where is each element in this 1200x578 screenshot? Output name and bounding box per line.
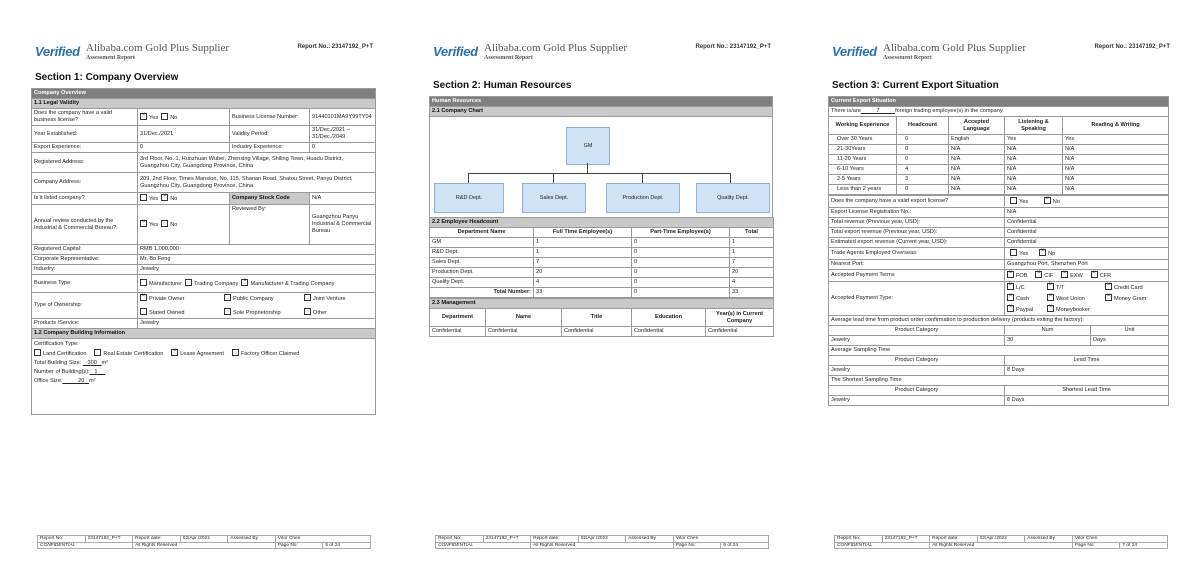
table-cell: 7 bbox=[730, 258, 774, 268]
company-overview-table bbox=[31, 88, 376, 415]
checkbox-icon bbox=[140, 113, 147, 120]
table-row bbox=[829, 175, 1169, 185]
table-cell: N/A bbox=[949, 175, 1005, 185]
table-cell: 1 bbox=[730, 238, 774, 248]
checkbox-icon bbox=[1010, 249, 1017, 256]
table-cell: N/A bbox=[949, 145, 1005, 155]
annual-review-label: Annual review conducted by the Industrial & Commercial Bureau? bbox=[32, 205, 138, 245]
section-title: Section 3: Current Export Situation bbox=[832, 80, 999, 91]
table-row bbox=[829, 165, 1169, 175]
stock-code-label: Company Stock Code bbox=[230, 193, 310, 205]
table-cell: 20 bbox=[730, 268, 774, 278]
table-cell: Jewelry bbox=[829, 336, 1005, 346]
checkbox-icon bbox=[224, 308, 231, 315]
table-row bbox=[829, 185, 1169, 195]
column-header: Year(s) in Current Company bbox=[706, 309, 774, 327]
export-revenue-label: Total export revenue (Previous year, USD): bbox=[829, 228, 1005, 238]
capital-value: RMB 1,000,000 bbox=[138, 245, 376, 255]
column-header: Part-Time Employee(s) bbox=[632, 228, 730, 238]
table-cell: Jewelry bbox=[829, 366, 1005, 376]
table-bar: Company Overview bbox=[32, 89, 376, 99]
column-header: Working Experience bbox=[829, 117, 897, 135]
page-number: 7 of 24 bbox=[1120, 542, 1168, 549]
org-node-sales: Sales Dept. bbox=[522, 183, 586, 213]
validity-value: 31/Dec./2021 – 31/Dec./2049 bbox=[310, 126, 376, 143]
foreign-employees-line: There is/are 7 foreign trading employee(s) in the company. bbox=[829, 107, 1169, 117]
valid-license-checkboxes[interactable]: × Yes No bbox=[138, 109, 230, 126]
column-header: Lead Time bbox=[1005, 356, 1169, 366]
table-cell: 0 bbox=[632, 238, 730, 248]
payment-terms-label: Accepted Payment Terms bbox=[829, 270, 1005, 282]
table-row bbox=[829, 145, 1169, 155]
table-cell: Yes bbox=[1063, 135, 1169, 145]
valid-license-label: Does the company have a valid business license? bbox=[32, 109, 138, 126]
column-header: Listening & Speaking bbox=[1005, 117, 1063, 135]
hr-header-table bbox=[429, 96, 773, 117]
avg-sampling-label: Average Sampling Time bbox=[829, 346, 1169, 356]
export-license-label: Does the company have a valid export license? bbox=[829, 196, 1005, 208]
report-page-6 bbox=[429, 34, 775, 548]
checkbox-icon bbox=[1047, 294, 1054, 301]
table-bar: Current Export Situation bbox=[829, 97, 1169, 107]
ownership-options[interactable]: ×Private Owner Public Company Joint Venture Stated Owned Sole Proprietorship Other bbox=[138, 293, 376, 319]
org-node-production: Production Dept. bbox=[606, 183, 680, 213]
table-cell: Yes bbox=[1005, 135, 1063, 145]
checkbox-icon bbox=[224, 294, 231, 301]
shortest-sampling-label: The Shortest Sampling Time bbox=[829, 376, 1169, 386]
export-revenue-value: Confidential bbox=[1005, 228, 1169, 238]
table-cell: 2-5 Years bbox=[829, 175, 897, 185]
registered-address-label: Registered Address: bbox=[32, 153, 138, 173]
table-cell: Over 30 Years bbox=[829, 135, 897, 145]
table-cell: 20 bbox=[534, 268, 632, 278]
column-header: Total bbox=[730, 228, 774, 238]
table-cell: 8 Days bbox=[1005, 396, 1169, 406]
table-row bbox=[430, 278, 774, 288]
checkbox-icon bbox=[1007, 271, 1014, 278]
license-number-value: 91440101MA9Y99TY04 bbox=[310, 109, 376, 126]
checkbox-icon bbox=[1035, 271, 1042, 278]
table-cell: N/A bbox=[1005, 145, 1063, 155]
table-cell: Less than 2 years bbox=[829, 185, 897, 195]
page-number: 6 of 24 bbox=[721, 542, 769, 549]
nearest-port-value: Guangzhou Port, Shenzhen Port bbox=[1005, 260, 1169, 270]
verified-logo: Verified bbox=[433, 44, 478, 59]
business-type-label: Business Type: bbox=[32, 275, 138, 293]
table-cell: 0 bbox=[897, 145, 949, 155]
total-full: 33 bbox=[534, 288, 632, 298]
table-cell: Confidential bbox=[430, 327, 486, 337]
section-title: Section 2: Human Resources bbox=[433, 80, 572, 91]
export-experience-label: Export Experience: bbox=[32, 143, 138, 153]
year-established-value: 31/Dec./2021 bbox=[138, 126, 230, 143]
column-header: Education bbox=[632, 309, 706, 327]
building-info: Certification Type: Land Certification Real Estate Certification × Lease Agreement Factory Officer Claimed Total Building Size: 300 m² Number of Building(s): 1 Office Size: 20 m² bbox=[32, 339, 376, 415]
listed-checkboxes[interactable]: Yes × No bbox=[138, 193, 230, 205]
table-cell: Confidential bbox=[562, 327, 632, 337]
checkbox-icon bbox=[140, 194, 147, 201]
checkbox-icon bbox=[161, 194, 168, 201]
trade-agents-label: Trade Agents Employed Overseas: bbox=[829, 248, 1005, 260]
table-cell: 3 bbox=[897, 175, 949, 185]
column-header: Name bbox=[486, 309, 562, 327]
table-cell: 1 bbox=[534, 248, 632, 258]
checkbox-icon bbox=[171, 349, 178, 356]
column-header: Num bbox=[1005, 326, 1091, 336]
table-cell: 21-30Years bbox=[829, 145, 897, 155]
total-all: 33 bbox=[730, 288, 774, 298]
column-header: Headcount bbox=[897, 117, 949, 135]
products-label: Products /Service: bbox=[32, 319, 138, 329]
column-header: Accepted Language bbox=[949, 117, 1005, 135]
checkbox-icon bbox=[1105, 283, 1112, 290]
table-row bbox=[829, 135, 1169, 145]
payment-terms-options[interactable]: × FOB × CIF × EXW × CFR bbox=[1005, 270, 1169, 282]
table-cell: 1 bbox=[534, 238, 632, 248]
listed-label: Is it listed company? bbox=[32, 193, 138, 205]
checkbox-icon bbox=[1007, 283, 1014, 290]
subsection-header: 2.1 Company Chart bbox=[430, 107, 773, 117]
table-row bbox=[829, 155, 1169, 165]
checkbox-icon bbox=[185, 279, 192, 286]
table-cell: R&D Dept. bbox=[430, 248, 534, 258]
report-page-5 bbox=[31, 34, 377, 548]
column-header: Product Category bbox=[829, 356, 1005, 366]
management-table bbox=[429, 298, 774, 337]
verified-logo: Verified bbox=[832, 44, 877, 59]
total-part: 0 bbox=[632, 288, 730, 298]
industry-experience-label: Industry Experience: bbox=[230, 143, 310, 153]
column-header: Department bbox=[430, 309, 486, 327]
org-chart bbox=[429, 117, 773, 217]
table-cell: GM bbox=[430, 238, 534, 248]
table-cell: N/A bbox=[1005, 175, 1063, 185]
table-cell: Confidential bbox=[486, 327, 562, 337]
table-cell: N/A bbox=[949, 185, 1005, 195]
table-cell: 4 bbox=[897, 165, 949, 175]
table-cell: 7 bbox=[534, 258, 632, 268]
industry-experience-value: 0 bbox=[310, 143, 376, 153]
table-cell: N/A bbox=[949, 165, 1005, 175]
table-cell: Production Dept. bbox=[430, 268, 534, 278]
report-number: Report No.: 23147192_P+T bbox=[297, 44, 373, 50]
column-header: Unit bbox=[1091, 326, 1169, 336]
table-cell: N/A bbox=[1005, 165, 1063, 175]
company-address-label: Company Address: bbox=[32, 173, 138, 193]
stock-code-value: N/A bbox=[310, 193, 376, 205]
org-node-gm: GM bbox=[566, 127, 610, 165]
checkbox-icon bbox=[1044, 197, 1051, 204]
checkbox-icon bbox=[1039, 249, 1046, 256]
table-cell: N/A bbox=[1005, 185, 1063, 195]
checkbox-icon bbox=[304, 308, 311, 315]
checkbox-icon bbox=[304, 294, 311, 301]
column-header: Title bbox=[562, 309, 632, 327]
table-row bbox=[430, 268, 774, 278]
checkbox-icon bbox=[1105, 294, 1112, 301]
table-cell: N/A bbox=[1063, 185, 1169, 195]
checkbox-icon bbox=[140, 308, 147, 315]
column-header: Product Category bbox=[829, 386, 1005, 396]
nearest-port-label: Nearest Port: bbox=[829, 260, 1005, 270]
ownership-label: Type of Ownership: bbox=[32, 293, 138, 319]
section-title: Section 1: Company Overview bbox=[35, 72, 179, 83]
table-cell: Days bbox=[1091, 336, 1169, 346]
page-number: 5 of 24 bbox=[323, 542, 371, 549]
table-cell: 0 bbox=[897, 185, 949, 195]
table-cell: N/A bbox=[949, 155, 1005, 165]
year-established-label: Year Established: bbox=[32, 126, 138, 143]
checkbox-icon bbox=[140, 294, 147, 301]
checkbox-icon bbox=[232, 349, 239, 356]
reviewed-by-value: Guangzhou Panyu Industrial & Commercial Bureau bbox=[310, 205, 376, 245]
headcount-table bbox=[429, 217, 774, 298]
report-number: Report No.: 23147192_P+T bbox=[695, 44, 771, 50]
brand-name: Alibaba.com Gold Plus Supplier Assessment Report bbox=[86, 42, 229, 61]
total-label: Total Number: bbox=[430, 288, 534, 298]
table-cell: N/A bbox=[1005, 155, 1063, 165]
table-cell: 4 bbox=[730, 278, 774, 288]
revenue-label: Total revenue (Previous year, USD): bbox=[829, 218, 1005, 228]
page-footer: Report No: 23147192_P+T Report date: 02/Apr./2022 Assessed By Vitor Chen CONFIDENTIAL All Rights Reserved Page No: 5 of 24 bbox=[37, 535, 371, 548]
representative-value: Mr. Bo Feng bbox=[138, 255, 376, 265]
subsection-header: 1.2 Company Building Information bbox=[32, 329, 376, 339]
table-cell: Confidential bbox=[706, 327, 774, 337]
subsection-header: 1.1 Legal Validity bbox=[32, 99, 376, 109]
table-cell: 11-20 Years bbox=[829, 155, 897, 165]
table-cell: 1 bbox=[730, 248, 774, 258]
payment-type-label: Accepted Payment Type: bbox=[829, 282, 1005, 316]
export-license-checkboxes[interactable]: Yes × No bbox=[1005, 196, 1169, 208]
registered-address-value: 3rd Floor, No. 1, Huozhuan Wubei, Zhenxing Village, Shiling Town, Huadu District, Guangzhou City, Guangdong Province, China bbox=[138, 153, 376, 173]
export-details-table bbox=[828, 195, 1169, 406]
table-row bbox=[430, 258, 774, 268]
revenue-value: Confidential bbox=[1005, 218, 1169, 228]
table-cell: 0 bbox=[897, 155, 949, 165]
registration-value: N/A bbox=[1005, 208, 1169, 218]
annual-review-checkboxes[interactable]: × Yes No bbox=[138, 205, 230, 245]
checkbox-icon bbox=[34, 349, 41, 356]
representative-label: Corporate Representative: bbox=[32, 255, 138, 265]
table-cell: 4 bbox=[534, 278, 632, 288]
column-header: Shortest Lead Time bbox=[1005, 386, 1169, 396]
page-header bbox=[429, 34, 775, 68]
table-cell: Quality Dept. bbox=[430, 278, 534, 288]
table-row bbox=[430, 248, 774, 258]
report-number: Report No.: 23147192_P+T bbox=[1094, 44, 1170, 50]
table-cell: 0 bbox=[632, 258, 730, 268]
trade-agents-checkboxes[interactable]: Yes × No bbox=[1005, 248, 1169, 260]
table-cell: Jewelry bbox=[829, 396, 1005, 406]
company-address-value: 209, 2nd Floor, Times Mansion, No. 115, Shanan Road, Shatou Street, Panyu District, Guangzhou City, Guangdong Province, China bbox=[138, 173, 376, 193]
table-cell: 0 bbox=[632, 278, 730, 288]
table-cell: English bbox=[949, 135, 1005, 145]
capital-label: Registered Capital: bbox=[32, 245, 138, 255]
checkbox-icon bbox=[1047, 305, 1054, 312]
table-cell: N/A bbox=[1063, 165, 1169, 175]
org-node-quality: Quality Dept. bbox=[696, 183, 770, 213]
validity-label: Validity Period: bbox=[230, 126, 310, 143]
brand-name: Alibaba.com Gold Plus Supplier Assessment Report bbox=[484, 42, 627, 61]
checkbox-icon bbox=[1047, 283, 1054, 290]
table-cell: 8 Days bbox=[1005, 366, 1169, 376]
estimated-revenue-label: Estimated export revenue (Current year, USD): bbox=[829, 238, 1005, 248]
verified-logo: Verified bbox=[35, 44, 80, 59]
table-cell: 0 bbox=[632, 248, 730, 258]
checkbox-icon bbox=[1007, 294, 1014, 301]
estimated-revenue-value: Confidential bbox=[1005, 238, 1169, 248]
lead-time-question: Average lead time from product order confirmation to production delivery (products exiting the factory): bbox=[829, 316, 1169, 326]
column-header: Full Time Employee(s) bbox=[534, 228, 632, 238]
table-cell: Sales Dept. bbox=[430, 258, 534, 268]
subsection-header: 2.2 Employee Headcount bbox=[430, 218, 774, 228]
table-cell: 0 bbox=[897, 135, 949, 145]
table-cell: N/A bbox=[1063, 155, 1169, 165]
page-footer: Report No: 23147192_P+T Report date: 02/Apr./2022 Assessed By Vitor Chen CONFIDENTIAL All Rights Reserved Page No: 6 of 24 bbox=[435, 535, 769, 548]
column-header: Reading & Writing bbox=[1063, 117, 1169, 135]
brand-name: Alibaba.com Gold Plus Supplier Assessment Report bbox=[883, 42, 1026, 61]
table-cell: N/A bbox=[1063, 145, 1169, 155]
page-footer: Report No: 23147192_P+T Report date: 02/Apr./2022 Assessed By Vitor Chen CONFIDENTIAL All Rights Reserved Page No: 7 of 24 bbox=[834, 535, 1168, 548]
subsection-header: 2.3 Management bbox=[430, 299, 774, 309]
column-header: Department Name bbox=[430, 228, 534, 238]
table-row bbox=[430, 238, 774, 248]
checkbox-icon bbox=[1091, 271, 1098, 278]
table-cell: Confidential bbox=[632, 327, 706, 337]
license-number-label: Business License Number: bbox=[230, 109, 310, 126]
checkbox-icon bbox=[1061, 271, 1068, 278]
checkbox-icon bbox=[94, 349, 101, 356]
export-situation-table bbox=[828, 96, 1169, 195]
table-cell: 0 bbox=[632, 268, 730, 278]
industry-label: Industry: bbox=[32, 265, 138, 275]
checkbox-icon bbox=[161, 220, 168, 227]
table-bar: Human Resources bbox=[430, 97, 773, 107]
products-value: Jewelry bbox=[138, 319, 376, 329]
table-cell: 6-10 Years bbox=[829, 165, 897, 175]
checkbox-icon bbox=[140, 279, 147, 286]
export-experience-value: 0 bbox=[138, 143, 230, 153]
reviewed-by-label: Reviewed By: bbox=[230, 205, 310, 245]
org-node-rd: R&D Dept. bbox=[434, 183, 504, 213]
checkbox-icon bbox=[140, 220, 147, 227]
registration-label: Export License Registration No.: bbox=[829, 208, 1005, 218]
checkbox-icon bbox=[1010, 197, 1017, 204]
checkbox-icon bbox=[161, 113, 168, 120]
table-cell: N/A bbox=[1063, 175, 1169, 185]
payment-type-options[interactable]: ×L/C × T/T × Credit Card ×Cash × West Union × Money Gram ×Paypal × Moneybooker bbox=[1005, 282, 1169, 316]
page-header bbox=[828, 34, 1174, 68]
checkbox-icon bbox=[1007, 305, 1014, 312]
report-page-7 bbox=[828, 34, 1174, 548]
industry-value: Jewelry bbox=[138, 265, 376, 275]
business-type-options[interactable]: Manufacturer Trading Company × Manufacturer & Trading Company bbox=[138, 275, 376, 293]
table-cell: 30 bbox=[1005, 336, 1091, 346]
page-header bbox=[31, 34, 377, 68]
checkbox-icon bbox=[241, 279, 248, 286]
column-header: Product Category bbox=[829, 326, 1005, 336]
